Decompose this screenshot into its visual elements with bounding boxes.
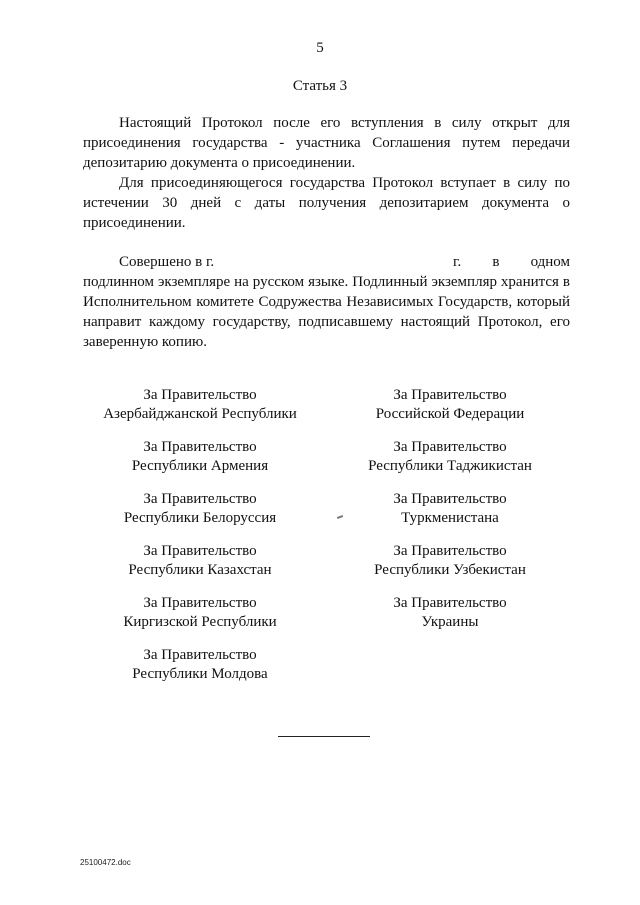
signature-block-belarus xyxy=(70,490,330,528)
signature-block-kazakhstan xyxy=(70,542,330,580)
signature-line1: За Правительство xyxy=(393,387,507,403)
signature-line1: За Правительство xyxy=(143,439,257,455)
article-title: Статья 3 xyxy=(292,78,348,94)
done-at-first-line xyxy=(83,252,570,272)
signature-country: Республики Казахстан xyxy=(128,562,272,578)
signature-block-uzbekistan xyxy=(320,542,580,580)
signature-block-tajikistan xyxy=(320,438,580,476)
signature-line1: За Правительство xyxy=(143,387,257,403)
signature-country: Азербайджанской Республики xyxy=(103,406,297,422)
year-abbrev: г. xyxy=(453,254,462,270)
end-rule xyxy=(278,736,370,737)
signature-line1: За Правительство xyxy=(393,543,507,559)
signature-block-kyrgyzstan xyxy=(70,594,330,632)
signature-line1: За Правительство xyxy=(393,439,507,455)
paragraph-done-at xyxy=(83,252,570,352)
word-in: в xyxy=(492,254,500,270)
signature-block-turkmenistan xyxy=(320,490,580,528)
done-at-label: Совершено в г. xyxy=(119,254,215,270)
signature-line1: За Правительство xyxy=(393,491,507,507)
signature-country: Республики Таджикистан xyxy=(368,458,532,474)
done-at-rest: подлинном экземпляре на русском языке. Подлинный экземпляр хранится в Исполнительном комитете Содружества Независимых Государств, который направит каждому государству, подписавшему настоящий Протокол, его заверенную копию. xyxy=(83,274,570,350)
document-code: 25100472.doc xyxy=(80,858,131,867)
signature-block-russia xyxy=(320,386,580,424)
page-number: 5 xyxy=(316,40,324,56)
signature-line1: За Правительство xyxy=(143,647,257,663)
signature-line1: За Правительство xyxy=(393,595,507,611)
signature-line1: За Правительство xyxy=(143,491,257,507)
signature-country: Республики Армения xyxy=(131,458,269,474)
signature-line1: За Правительство xyxy=(143,595,257,611)
signature-country: Республики Молдова xyxy=(132,666,268,682)
paragraph-entry-into-force: Для присоединяющегося государства Протокол вступает в силу по истечении 30 дней с даты получения депозитарием документа о присоединении. xyxy=(83,175,570,231)
signature-block-armenia xyxy=(70,438,330,476)
signature-line1: За Правительство xyxy=(143,543,257,559)
signature-block-azerbaijan xyxy=(70,386,330,424)
signature-country: Российской Федерации xyxy=(375,406,525,422)
signature-country: Туркменистана xyxy=(401,510,499,526)
signature-country: Республики Белоруссия xyxy=(123,510,277,526)
signature-country: Киргизской Республики xyxy=(123,614,277,630)
word-one: одном xyxy=(530,254,570,270)
signature-block-moldova xyxy=(70,646,330,684)
signature-country: Украины xyxy=(421,614,479,630)
signature-block-ukraine xyxy=(320,594,580,632)
paragraph-accession: Настоящий Протокол после его вступления в силу открыт для присоединения государства - участника Соглашения путем передачи депозитарию документа о присоединении. xyxy=(83,115,570,171)
done-at-right xyxy=(453,252,570,272)
signature-country: Республики Узбекистан xyxy=(374,562,526,578)
